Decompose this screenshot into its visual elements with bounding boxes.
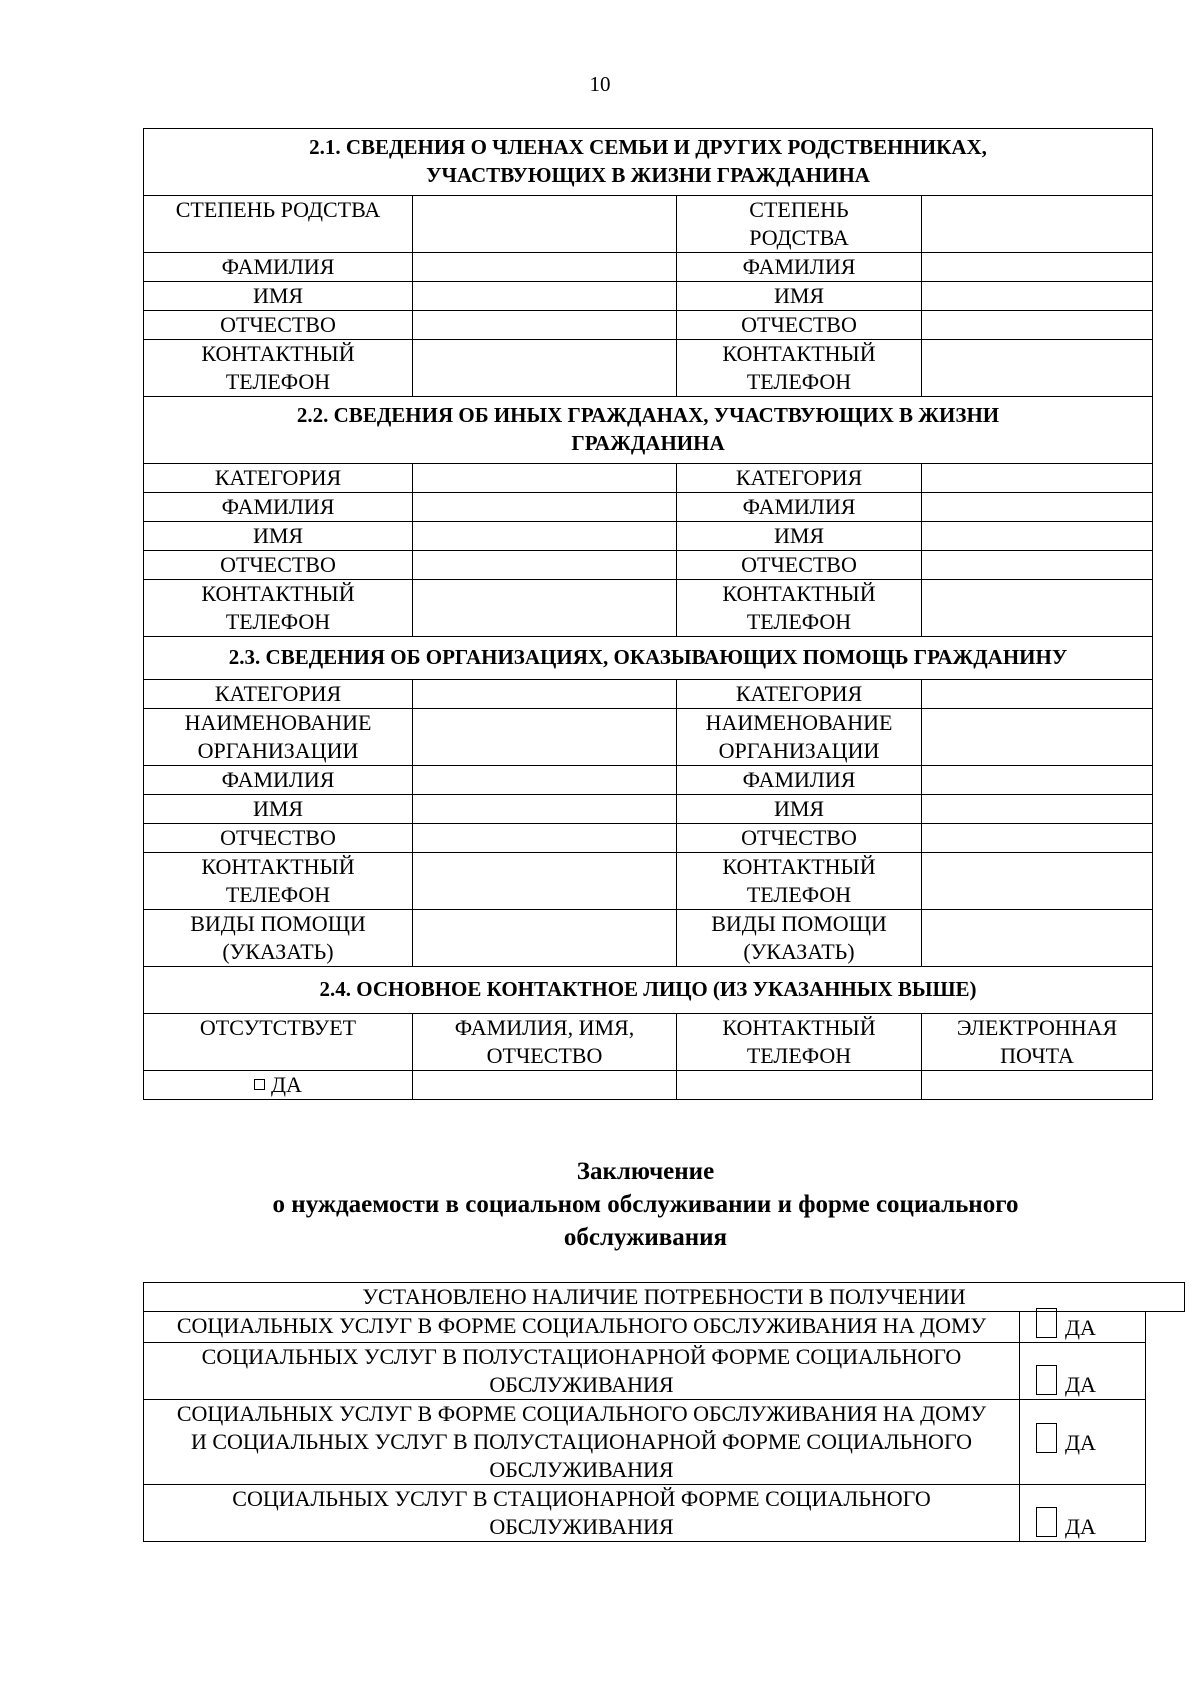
checkbox-icon[interactable] <box>1036 1308 1057 1338</box>
input-cell[interactable] <box>413 680 677 709</box>
input-cell[interactable] <box>922 580 1153 637</box>
field-label: ВИДЫ ПОМОЩИ (УКАЗАТЬ) <box>144 910 413 967</box>
section-title-line: УЧАСТВУЮЩИХ В ЖИЗНИ ГРАЖДАНИНА <box>426 163 870 187</box>
input-cell[interactable] <box>413 311 677 340</box>
field-label: ИМЯ <box>677 522 922 551</box>
field-label: ИМЯ <box>677 282 922 311</box>
form-row <box>144 493 1153 522</box>
input-cell[interactable] <box>922 282 1153 311</box>
conclusion-header: УСТАНОВЛЕНО НАЛИЧИЕ ПОТРЕБНОСТИ В ПОЛУЧЕНИИ <box>144 1283 1185 1312</box>
field-label: ОТЧЕСТВО <box>144 824 413 853</box>
yes-checkbox-cell[interactable] <box>1020 1312 1146 1343</box>
input-cell[interactable] <box>922 824 1153 853</box>
checkbox-icon[interactable] <box>254 1079 265 1090</box>
form-row <box>144 580 1153 637</box>
conclusion-title: Заключение <box>576 1158 715 1185</box>
form-row <box>144 824 1153 853</box>
field-label: ОТЧЕСТВО <box>677 824 922 853</box>
conclusion-row <box>144 1400 1185 1485</box>
form-row <box>144 340 1153 397</box>
field-label: ВИДЫ ПОМОЩИ (УКАЗАТЬ) <box>677 910 922 967</box>
conclusion-row <box>144 1312 1185 1343</box>
column-header: ЭЛЕКТРОННАЯ ПОЧТА <box>922 1014 1153 1071</box>
absent-checkbox-cell[interactable] <box>144 1071 413 1100</box>
field-label: КОНТАКТНЫЙ ТЕЛЕФОН <box>144 340 413 397</box>
field-label: КОНТАКТНЫЙ ТЕЛЕФОН <box>144 853 413 910</box>
form-row <box>144 522 1153 551</box>
conclusion-table <box>143 1282 1185 1542</box>
input-cell[interactable] <box>413 253 677 282</box>
checkbox-label: ДА <box>1065 1514 1096 1539</box>
field-label: КОНТАКТНЫЙ ТЕЛЕФОН <box>677 853 922 910</box>
conclusion-heading <box>143 1155 1148 1254</box>
input-cell[interactable] <box>922 311 1153 340</box>
input-cell[interactable] <box>922 522 1153 551</box>
input-cell[interactable] <box>413 910 677 967</box>
input-cell[interactable] <box>413 196 677 253</box>
form-row <box>144 910 1153 967</box>
input-cell[interactable] <box>413 824 677 853</box>
field-label: СТЕПЕНЬ РОДСТВА <box>677 196 922 253</box>
field-label: ОТЧЕСТВО <box>144 551 413 580</box>
column-header: ОТСУТСТВУЕТ <box>144 1014 413 1071</box>
yes-checkbox-cell[interactable] <box>1020 1400 1146 1485</box>
input-cell[interactable] <box>413 853 677 910</box>
input-cell[interactable] <box>413 282 677 311</box>
conclusion-row-text: СОЦИАЛЬНЫХ УСЛУГ В СТАЦИОНАРНОЙ ФОРМЕ СОЦИАЛЬНОГО ОБСЛУЖИВАНИЯ <box>144 1485 1020 1542</box>
input-cell[interactable] <box>922 493 1153 522</box>
input-cell[interactable] <box>413 340 677 397</box>
input-cell[interactable] <box>922 910 1153 967</box>
field-label: ФАМИЛИЯ <box>144 253 413 282</box>
input-cell[interactable] <box>413 709 677 766</box>
relatives-form-table <box>143 128 1153 1100</box>
input-cell[interactable] <box>922 680 1153 709</box>
field-label: КОНТАКТНЫЙ ТЕЛЕФОН <box>677 580 922 637</box>
field-label: ФАМИЛИЯ <box>677 766 922 795</box>
input-cell[interactable] <box>922 766 1153 795</box>
field-label: КАТЕГОРИЯ <box>144 464 413 493</box>
contact-header-row <box>144 1014 1153 1071</box>
form-row <box>144 196 1153 253</box>
form-row <box>144 680 1153 709</box>
blank-cell <box>1146 1400 1185 1485</box>
conclusion-subtitle: обслуживания <box>563 1224 728 1251</box>
section-2-4-title: 2.4. ОСНОВНОЕ КОНТАКТНОЕ ЛИЦО (ИЗ УКАЗАННЫХ ВЫШЕ) <box>144 967 1153 1014</box>
checkbox-label: ДА <box>1065 1315 1096 1340</box>
conclusion-row-text: СОЦИАЛЬНЫХ УСЛУГ В ФОРМЕ СОЦИАЛЬНОГО ОБСЛУЖИВАНИЯ НА ДОМУ <box>144 1312 1020 1343</box>
checkbox-icon[interactable] <box>1036 1507 1057 1537</box>
input-cell[interactable] <box>922 464 1153 493</box>
input-cell[interactable] <box>922 196 1153 253</box>
field-label: ИМЯ <box>144 522 413 551</box>
field-label: ФАМИЛИЯ <box>677 493 922 522</box>
section-2-2-title: 2.2. СВЕДЕНИЯ ОБ ИНЫХ ГРАЖДАНАХ, УЧАСТВУЮЩИХ В ЖИЗНИ ГРАЖДАНИНА <box>144 397 1153 464</box>
input-cell[interactable] <box>922 795 1153 824</box>
field-label: ФАМИЛИЯ <box>677 253 922 282</box>
conclusion-row <box>144 1485 1185 1542</box>
column-header: КОНТАКТНЫЙ ТЕЛЕФОН <box>677 1014 922 1071</box>
field-label: ИМЯ <box>677 795 922 824</box>
conclusion-row-text: СОЦИАЛЬНЫХ УСЛУГ В ПОЛУСТАЦИОНАРНОЙ ФОРМЕ СОЦИАЛЬНОГО ОБСЛУЖИВАНИЯ <box>144 1343 1020 1400</box>
blank-cell <box>1146 1485 1185 1542</box>
section-2-1-title <box>144 129 1153 196</box>
blank-cell <box>1146 1312 1185 1343</box>
input-cell[interactable] <box>413 766 677 795</box>
field-label: ИМЯ <box>144 795 413 824</box>
field-label: ОТЧЕСТВО <box>144 311 413 340</box>
field-label: ОТЧЕСТВО <box>677 311 922 340</box>
field-label: КОНТАКТНЫЙ ТЕЛЕФОН <box>144 580 413 637</box>
input-cell[interactable] <box>922 340 1153 397</box>
form-row <box>144 282 1153 311</box>
conclusion-row <box>144 1343 1185 1400</box>
field-label: ИМЯ <box>144 282 413 311</box>
field-label: КАТЕГОРИЯ <box>677 680 922 709</box>
form-row <box>144 766 1153 795</box>
input-cell[interactable] <box>922 1071 1153 1100</box>
field-label: ОТЧЕСТВО <box>677 551 922 580</box>
form-row <box>144 253 1153 282</box>
conclusion-subtitle: о нуждаемости в социальном обслуживании и форме социального <box>272 1191 1019 1218</box>
section-title-line: 2.1. СВЕДЕНИЯ О ЧЛЕНАХ СЕМЬИ И ДРУГИХ РОДСТВЕННИКАХ, <box>309 135 987 159</box>
input-cell[interactable] <box>413 464 677 493</box>
input-cell[interactable] <box>413 493 677 522</box>
checkbox-label: ДА <box>1065 1372 1096 1397</box>
form-row <box>144 853 1153 910</box>
field-label: ФАМИЛИЯ <box>144 493 413 522</box>
input-cell[interactable] <box>413 1071 677 1100</box>
input-cell[interactable] <box>922 709 1153 766</box>
input-cell[interactable] <box>677 1071 922 1100</box>
input-cell[interactable] <box>413 551 677 580</box>
field-label: НАИМЕНОВАНИЕ ОРГАНИЗАЦИИ <box>677 709 922 766</box>
form-row <box>144 551 1153 580</box>
checkbox-label: ДА <box>271 1072 302 1097</box>
input-cell[interactable] <box>413 580 677 637</box>
page-number: 10 <box>589 72 611 96</box>
field-label: КАТЕГОРИЯ <box>144 680 413 709</box>
section-2-3-title: 2.3. СВЕДЕНИЯ ОБ ОРГАНИЗАЦИЯХ, ОКАЗЫВАЮЩИХ ПОМОЩЬ ГРАЖДАНИНУ <box>144 637 1153 680</box>
yes-checkbox-cell[interactable] <box>1020 1485 1146 1542</box>
checkbox-label: ДА <box>1065 1430 1096 1455</box>
field-label: НАИМЕНОВАНИЕ ОРГАНИЗАЦИИ <box>144 709 413 766</box>
contact-input-row <box>144 1071 1153 1100</box>
field-label: КОНТАКТНЫЙ ТЕЛЕФОН <box>677 340 922 397</box>
column-header: ФАМИЛИЯ, ИМЯ, ОТЧЕСТВО <box>413 1014 677 1071</box>
blank-cell <box>1146 1343 1185 1400</box>
form-row <box>144 795 1153 824</box>
input-cell[interactable] <box>922 551 1153 580</box>
input-cell[interactable] <box>922 853 1153 910</box>
form-row <box>144 311 1153 340</box>
input-cell[interactable] <box>413 795 677 824</box>
field-label: КАТЕГОРИЯ <box>677 464 922 493</box>
input-cell[interactable] <box>413 522 677 551</box>
yes-checkbox-cell[interactable] <box>1020 1343 1146 1400</box>
field-label: СТЕПЕНЬ РОДСТВА <box>144 196 413 253</box>
checkbox-icon[interactable] <box>1036 1423 1057 1453</box>
form-row <box>144 464 1153 493</box>
checkbox-icon[interactable] <box>1036 1365 1057 1395</box>
conclusion-row-text: СОЦИАЛЬНЫХ УСЛУГ В ФОРМЕ СОЦИАЛЬНОГО ОБСЛУЖИВАНИЯ НА ДОМУ И СОЦИАЛЬНЫХ УСЛУГ В ПОЛУСТАЦИОНАРНОЙ ФОРМЕ СОЦИАЛЬНОГО ОБСЛУЖИВАНИЯ <box>144 1400 1020 1485</box>
input-cell[interactable] <box>922 253 1153 282</box>
form-row <box>144 709 1153 766</box>
field-label: ФАМИЛИЯ <box>144 766 413 795</box>
